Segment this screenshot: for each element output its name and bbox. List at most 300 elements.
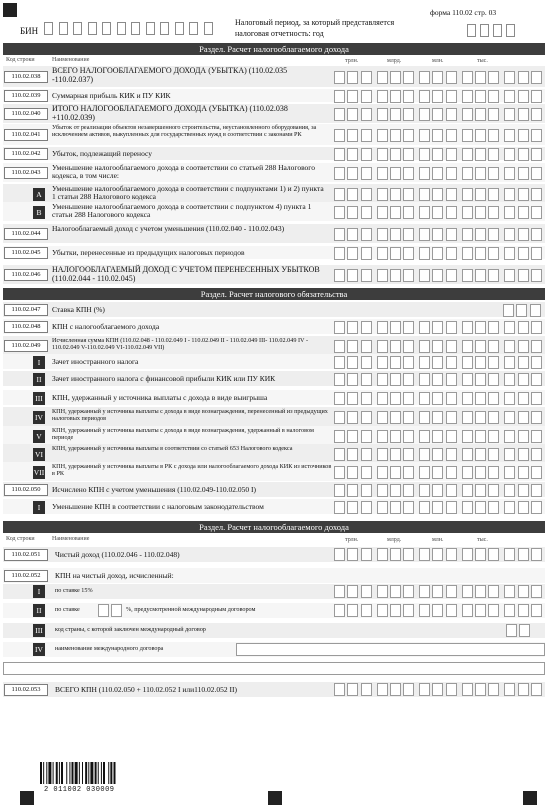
- digit-cell[interactable]: [488, 411, 499, 424]
- digit-cell[interactable]: [518, 484, 529, 497]
- digit-cell[interactable]: [432, 373, 443, 386]
- digit-cell[interactable]: [504, 683, 515, 696]
- bin-digit-box[interactable]: [189, 22, 198, 35]
- digit-cell[interactable]: [377, 548, 388, 561]
- bin-digit-box[interactable]: [117, 22, 126, 35]
- digit-cell[interactable]: [403, 392, 414, 405]
- digit-cell[interactable]: [347, 548, 358, 561]
- digit-cell[interactable]: [419, 321, 430, 334]
- digit-cell[interactable]: [377, 71, 388, 84]
- digit-cell[interactable]: [531, 448, 542, 461]
- digit-cell[interactable]: [361, 683, 372, 696]
- digit-cell[interactable]: [475, 129, 486, 142]
- digit-cell[interactable]: [347, 683, 358, 696]
- digit-cell[interactable]: [518, 501, 529, 514]
- digit-cell[interactable]: [462, 466, 473, 479]
- digit-cell[interactable]: [531, 108, 542, 121]
- digit-cell[interactable]: [488, 269, 499, 282]
- digit-cell[interactable]: [488, 430, 499, 443]
- amount-field[interactable]: [334, 206, 547, 219]
- digit-cell[interactable]: [377, 604, 388, 617]
- bin-digit-box[interactable]: [204, 22, 213, 35]
- digit-cell[interactable]: [488, 108, 499, 121]
- digit-cell[interactable]: [488, 356, 499, 369]
- digit-cell[interactable]: [446, 108, 457, 121]
- digit-cell[interactable]: [334, 373, 345, 386]
- digit-cell[interactable]: [377, 484, 388, 497]
- digit-cell[interactable]: [390, 108, 401, 121]
- digit-cell[interactable]: [419, 206, 430, 219]
- digit-cell[interactable]: [488, 501, 499, 514]
- digit-cell[interactable]: [504, 206, 515, 219]
- digit-cell[interactable]: [446, 548, 457, 561]
- digit-cell[interactable]: [518, 548, 529, 561]
- digit-cell[interactable]: [462, 501, 473, 514]
- digit-cell[interactable]: [377, 683, 388, 696]
- digit-cell[interactable]: [419, 683, 430, 696]
- digit-cell[interactable]: [377, 466, 388, 479]
- digit-cell[interactable]: [518, 683, 529, 696]
- digit-cell[interactable]: [403, 188, 414, 201]
- digit-cell[interactable]: [403, 108, 414, 121]
- digit-cell[interactable]: [446, 484, 457, 497]
- digit-cell[interactable]: [488, 484, 499, 497]
- digit-cell[interactable]: [403, 356, 414, 369]
- digit-cell[interactable]: [361, 392, 372, 405]
- amount-field[interactable]: [334, 188, 547, 201]
- digit-cell[interactable]: [475, 188, 486, 201]
- digit-cell[interactable]: [334, 148, 345, 161]
- amount-field[interactable]: [334, 604, 547, 617]
- digit-cell[interactable]: [419, 484, 430, 497]
- digit-cell[interactable]: [518, 373, 529, 386]
- treaty-rate-field[interactable]: [98, 604, 125, 617]
- digit-cell[interactable]: [531, 683, 542, 696]
- amount-field[interactable]: [334, 228, 547, 241]
- digit-cell[interactable]: [390, 604, 401, 617]
- digit-cell[interactable]: [419, 373, 430, 386]
- digit-cell[interactable]: [419, 448, 430, 461]
- digit-cell[interactable]: [531, 228, 542, 241]
- digit-cell[interactable]: [361, 247, 372, 260]
- amount-field[interactable]: [334, 108, 547, 121]
- digit-cell[interactable]: [403, 340, 414, 353]
- digit-cell[interactable]: [446, 71, 457, 84]
- digit-cell[interactable]: [347, 604, 358, 617]
- digit-cell[interactable]: [419, 466, 430, 479]
- digit-cell[interactable]: [475, 108, 486, 121]
- digit-cell[interactable]: [531, 340, 542, 353]
- digit-cell[interactable]: [432, 604, 443, 617]
- digit-cell[interactable]: [531, 411, 542, 424]
- digit-cell[interactable]: [446, 228, 457, 241]
- digit-cell[interactable]: [488, 90, 499, 103]
- digit-cell[interactable]: [504, 247, 515, 260]
- digit-cell[interactable]: [419, 340, 430, 353]
- digit-cell[interactable]: [334, 167, 345, 180]
- digit-cell[interactable]: [488, 247, 499, 260]
- digit-cell[interactable]: [504, 373, 515, 386]
- digit-cell[interactable]: [347, 71, 358, 84]
- digit-cell[interactable]: [518, 148, 529, 161]
- digit-cell[interactable]: [446, 167, 457, 180]
- digit-cell[interactable]: [531, 90, 542, 103]
- digit-cell[interactable]: [446, 321, 457, 334]
- digit-cell[interactable]: [488, 373, 499, 386]
- digit-cell[interactable]: [446, 430, 457, 443]
- digit-cell[interactable]: [518, 228, 529, 241]
- digit-cell[interactable]: [403, 604, 414, 617]
- digit-cell[interactable]: [504, 466, 515, 479]
- digit-cell[interactable]: [347, 484, 358, 497]
- digit-cell[interactable]: [361, 340, 372, 353]
- digit-cell[interactable]: [446, 373, 457, 386]
- year-digit-box[interactable]: [506, 24, 515, 37]
- digit-cell[interactable]: [403, 430, 414, 443]
- digit-cell[interactable]: [462, 604, 473, 617]
- digit-cell[interactable]: [361, 430, 372, 443]
- digit-cell[interactable]: [518, 129, 529, 142]
- digit-cell[interactable]: [475, 585, 486, 598]
- digit-cell[interactable]: [488, 548, 499, 561]
- digit-cell[interactable]: [462, 484, 473, 497]
- digit-cell[interactable]: [347, 90, 358, 103]
- digit-cell[interactable]: [390, 340, 401, 353]
- digit-cell[interactable]: [403, 448, 414, 461]
- digit-cell[interactable]: [504, 90, 515, 103]
- digit-cell[interactable]: [334, 683, 345, 696]
- bin-digit-box[interactable]: [160, 22, 169, 35]
- digit-cell[interactable]: [390, 448, 401, 461]
- bin-digit-box[interactable]: [59, 22, 68, 35]
- digit-cell[interactable]: [504, 148, 515, 161]
- digit-cell[interactable]: [462, 228, 473, 241]
- digit-cell[interactable]: [518, 71, 529, 84]
- digit-cell[interactable]: [518, 188, 529, 201]
- digit-cell[interactable]: [475, 430, 486, 443]
- digit-cell[interactable]: [432, 448, 443, 461]
- digit-cell[interactable]: [347, 356, 358, 369]
- digit-cell[interactable]: [347, 148, 358, 161]
- digit-cell[interactable]: [377, 247, 388, 260]
- digit-cell[interactable]: [475, 356, 486, 369]
- digit-cell[interactable]: [446, 148, 457, 161]
- digit-cell[interactable]: [390, 129, 401, 142]
- digit-cell[interactable]: [432, 269, 443, 282]
- digit-cell[interactable]: [419, 188, 430, 201]
- digit-cell[interactable]: [419, 108, 430, 121]
- digit-cell[interactable]: [361, 548, 372, 561]
- digit-cell[interactable]: [488, 585, 499, 598]
- digit-cell[interactable]: [334, 392, 345, 405]
- digit-cell[interactable]: [446, 90, 457, 103]
- digit-cell[interactable]: [377, 108, 388, 121]
- digit-cell[interactable]: [390, 466, 401, 479]
- digit-cell[interactable]: [531, 501, 542, 514]
- digit-cell[interactable]: [531, 585, 542, 598]
- bin-digit-box[interactable]: [73, 22, 82, 35]
- digit-cell[interactable]: [361, 188, 372, 201]
- digit-cell[interactable]: [446, 269, 457, 282]
- digit-cell[interactable]: [377, 373, 388, 386]
- digit-cell[interactable]: [531, 269, 542, 282]
- digit-cell[interactable]: [432, 71, 443, 84]
- amount-field[interactable]: [334, 548, 547, 561]
- digit-cell[interactable]: [504, 548, 515, 561]
- digit-cell[interactable]: [432, 108, 443, 121]
- letter-cell[interactable]: [519, 624, 530, 637]
- digit-cell[interactable]: [432, 356, 443, 369]
- digit-cell[interactable]: [390, 373, 401, 386]
- digit-cell[interactable]: [432, 228, 443, 241]
- digit-cell[interactable]: [488, 129, 499, 142]
- digit-cell[interactable]: [488, 167, 499, 180]
- digit-cell[interactable]: [390, 206, 401, 219]
- digit-cell[interactable]: [432, 340, 443, 353]
- digit-cell[interactable]: [347, 430, 358, 443]
- amount-field[interactable]: [334, 129, 547, 142]
- digit-cell[interactable]: [446, 501, 457, 514]
- digit-cell[interactable]: [446, 129, 457, 142]
- digit-cell[interactable]: [403, 484, 414, 497]
- digit-cell[interactable]: [432, 392, 443, 405]
- digit-cell[interactable]: [462, 585, 473, 598]
- digit-cell[interactable]: [462, 71, 473, 84]
- digit-cell[interactable]: [504, 321, 515, 334]
- digit-cell[interactable]: [518, 392, 529, 405]
- digit-cell[interactable]: [531, 188, 542, 201]
- digit-cell[interactable]: [516, 304, 527, 317]
- digit-cell[interactable]: [432, 167, 443, 180]
- digit-cell[interactable]: [403, 321, 414, 334]
- amount-field[interactable]: [334, 683, 547, 696]
- digit-cell[interactable]: [462, 548, 473, 561]
- digit-cell[interactable]: [334, 484, 345, 497]
- digit-cell[interactable]: [462, 373, 473, 386]
- digit-cell[interactable]: [377, 430, 388, 443]
- bin-digit-box[interactable]: [44, 22, 53, 35]
- digit-cell[interactable]: [347, 448, 358, 461]
- digit-cell[interactable]: [504, 167, 515, 180]
- digit-cell[interactable]: [403, 247, 414, 260]
- digit-cell[interactable]: [377, 356, 388, 369]
- digit-cell[interactable]: [488, 683, 499, 696]
- year-digit-box[interactable]: [467, 24, 476, 37]
- digit-cell[interactable]: [504, 188, 515, 201]
- digit-cell[interactable]: [518, 430, 529, 443]
- digit-cell[interactable]: [518, 90, 529, 103]
- digit-cell[interactable]: [475, 321, 486, 334]
- digit-cell[interactable]: [403, 269, 414, 282]
- digit-cell[interactable]: [390, 167, 401, 180]
- digit-cell[interactable]: [361, 148, 372, 161]
- digit-cell[interactable]: [504, 269, 515, 282]
- amount-field[interactable]: [334, 411, 547, 424]
- amount-field[interactable]: [334, 448, 547, 461]
- digit-cell[interactable]: [334, 585, 345, 598]
- digit-cell[interactable]: [475, 148, 486, 161]
- digit-cell[interactable]: [377, 340, 388, 353]
- amount-field[interactable]: [334, 373, 547, 386]
- digit-cell[interactable]: [446, 683, 457, 696]
- amount-field[interactable]: [334, 430, 547, 443]
- digit-cell[interactable]: [432, 501, 443, 514]
- digit-cell[interactable]: [334, 269, 345, 282]
- digit-cell[interactable]: [531, 321, 542, 334]
- digit-cell[interactable]: [419, 148, 430, 161]
- digit-cell[interactable]: [347, 501, 358, 514]
- digit-cell[interactable]: [518, 356, 529, 369]
- digit-cell[interactable]: [462, 188, 473, 201]
- digit-cell[interactable]: [475, 484, 486, 497]
- digit-cell[interactable]: [518, 340, 529, 353]
- digit-cell[interactable]: [347, 247, 358, 260]
- digit-cell[interactable]: [462, 392, 473, 405]
- amount-field[interactable]: [334, 501, 547, 514]
- digit-cell[interactable]: [361, 90, 372, 103]
- digit-cell[interactable]: [446, 448, 457, 461]
- digit-cell[interactable]: [390, 430, 401, 443]
- digit-cell[interactable]: [462, 148, 473, 161]
- digit-cell[interactable]: [488, 71, 499, 84]
- digit-cell[interactable]: [347, 129, 358, 142]
- digit-cell[interactable]: [446, 585, 457, 598]
- digit-cell[interactable]: [334, 188, 345, 201]
- digit-cell[interactable]: [504, 448, 515, 461]
- digit-cell[interactable]: [334, 321, 345, 334]
- digit-cell[interactable]: [432, 466, 443, 479]
- digit-cell[interactable]: [390, 71, 401, 84]
- digit-cell[interactable]: [334, 356, 345, 369]
- digit-cell[interactable]: [462, 129, 473, 142]
- digit-cell[interactable]: [475, 228, 486, 241]
- digit-cell[interactable]: [518, 206, 529, 219]
- digit-cell[interactable]: [504, 392, 515, 405]
- digit-cell[interactable]: [347, 585, 358, 598]
- digit-cell[interactable]: [403, 683, 414, 696]
- digit-cell[interactable]: [390, 392, 401, 405]
- digit-cell[interactable]: [403, 90, 414, 103]
- digit-cell[interactable]: [504, 604, 515, 617]
- digit-cell[interactable]: [462, 167, 473, 180]
- digit-cell[interactable]: [446, 340, 457, 353]
- digit-cell[interactable]: [475, 466, 486, 479]
- digit-cell[interactable]: [377, 90, 388, 103]
- digit-cell[interactable]: [361, 466, 372, 479]
- digit-cell[interactable]: [377, 411, 388, 424]
- digit-cell[interactable]: [347, 411, 358, 424]
- digit-cell[interactable]: [361, 269, 372, 282]
- amount-field[interactable]: [334, 167, 547, 180]
- digit-cell[interactable]: [475, 411, 486, 424]
- digit-cell[interactable]: [530, 304, 541, 317]
- digit-cell[interactable]: [432, 129, 443, 142]
- digit-cell[interactable]: [377, 188, 388, 201]
- digit-cell[interactable]: [531, 373, 542, 386]
- digit-cell[interactable]: [488, 148, 499, 161]
- amount-field[interactable]: [334, 466, 547, 479]
- amount-field[interactable]: [334, 90, 547, 103]
- digit-cell[interactable]: [488, 340, 499, 353]
- digit-cell[interactable]: [377, 585, 388, 598]
- digit-cell[interactable]: [361, 373, 372, 386]
- digit-cell[interactable]: [347, 167, 358, 180]
- country-code-field[interactable]: [506, 624, 533, 637]
- digit-cell[interactable]: [488, 466, 499, 479]
- digit-cell[interactable]: [334, 340, 345, 353]
- digit-cell[interactable]: [531, 167, 542, 180]
- digit-cell[interactable]: [518, 108, 529, 121]
- bin-digit-box[interactable]: [175, 22, 184, 35]
- bin-digit-box[interactable]: [131, 22, 140, 35]
- digit-cell[interactable]: [488, 188, 499, 201]
- amount-field[interactable]: [334, 269, 547, 282]
- digit-cell[interactable]: [446, 392, 457, 405]
- digit-cell[interactable]: [361, 321, 372, 334]
- digit-cell[interactable]: [488, 206, 499, 219]
- digit-cell[interactable]: [334, 604, 345, 617]
- digit-cell[interactable]: [419, 269, 430, 282]
- digit-cell[interactable]: [403, 373, 414, 386]
- digit-cell[interactable]: [518, 448, 529, 461]
- digit-cell[interactable]: [390, 548, 401, 561]
- digit-cell[interactable]: [531, 548, 542, 561]
- digit-cell[interactable]: [518, 585, 529, 598]
- digit-cell[interactable]: [475, 392, 486, 405]
- digit-cell[interactable]: [504, 108, 515, 121]
- treaty-name-input[interactable]: [236, 643, 545, 656]
- digit-cell[interactable]: [518, 247, 529, 260]
- digit-cell[interactable]: [334, 466, 345, 479]
- digit-cell[interactable]: [403, 548, 414, 561]
- digit-cell[interactable]: [334, 71, 345, 84]
- digit-cell[interactable]: [334, 548, 345, 561]
- digit-cell[interactable]: [531, 430, 542, 443]
- digit-cell[interactable]: [377, 167, 388, 180]
- digit-cell[interactable]: [419, 90, 430, 103]
- digit-cell[interactable]: [361, 501, 372, 514]
- digit-cell[interactable]: [390, 683, 401, 696]
- digit-cell[interactable]: [347, 373, 358, 386]
- digit-cell[interactable]: [432, 148, 443, 161]
- digit-cell[interactable]: [432, 90, 443, 103]
- digit-cell[interactable]: [504, 228, 515, 241]
- digit-cell[interactable]: [390, 356, 401, 369]
- digit-cell[interactable]: [446, 247, 457, 260]
- digit-cell[interactable]: [419, 392, 430, 405]
- digit-cell[interactable]: [432, 548, 443, 561]
- digit-cell[interactable]: [462, 108, 473, 121]
- bin-digit-box[interactable]: [146, 22, 155, 35]
- digit-cell[interactable]: [518, 321, 529, 334]
- digit-cell[interactable]: [504, 585, 515, 598]
- digit-cell[interactable]: [361, 71, 372, 84]
- digit-cell[interactable]: [334, 501, 345, 514]
- digit-cell[interactable]: [475, 340, 486, 353]
- amount-field[interactable]: [334, 356, 547, 369]
- digit-cell[interactable]: [518, 411, 529, 424]
- digit-cell[interactable]: [475, 206, 486, 219]
- digit-cell[interactable]: [446, 466, 457, 479]
- digit-cell[interactable]: [531, 356, 542, 369]
- amount-field[interactable]: [334, 340, 547, 353]
- digit-cell[interactable]: [403, 466, 414, 479]
- digit-cell[interactable]: [347, 340, 358, 353]
- digit-cell[interactable]: [419, 411, 430, 424]
- digit-cell[interactable]: [446, 188, 457, 201]
- digit-cell[interactable]: [377, 206, 388, 219]
- digit-cell[interactable]: [403, 206, 414, 219]
